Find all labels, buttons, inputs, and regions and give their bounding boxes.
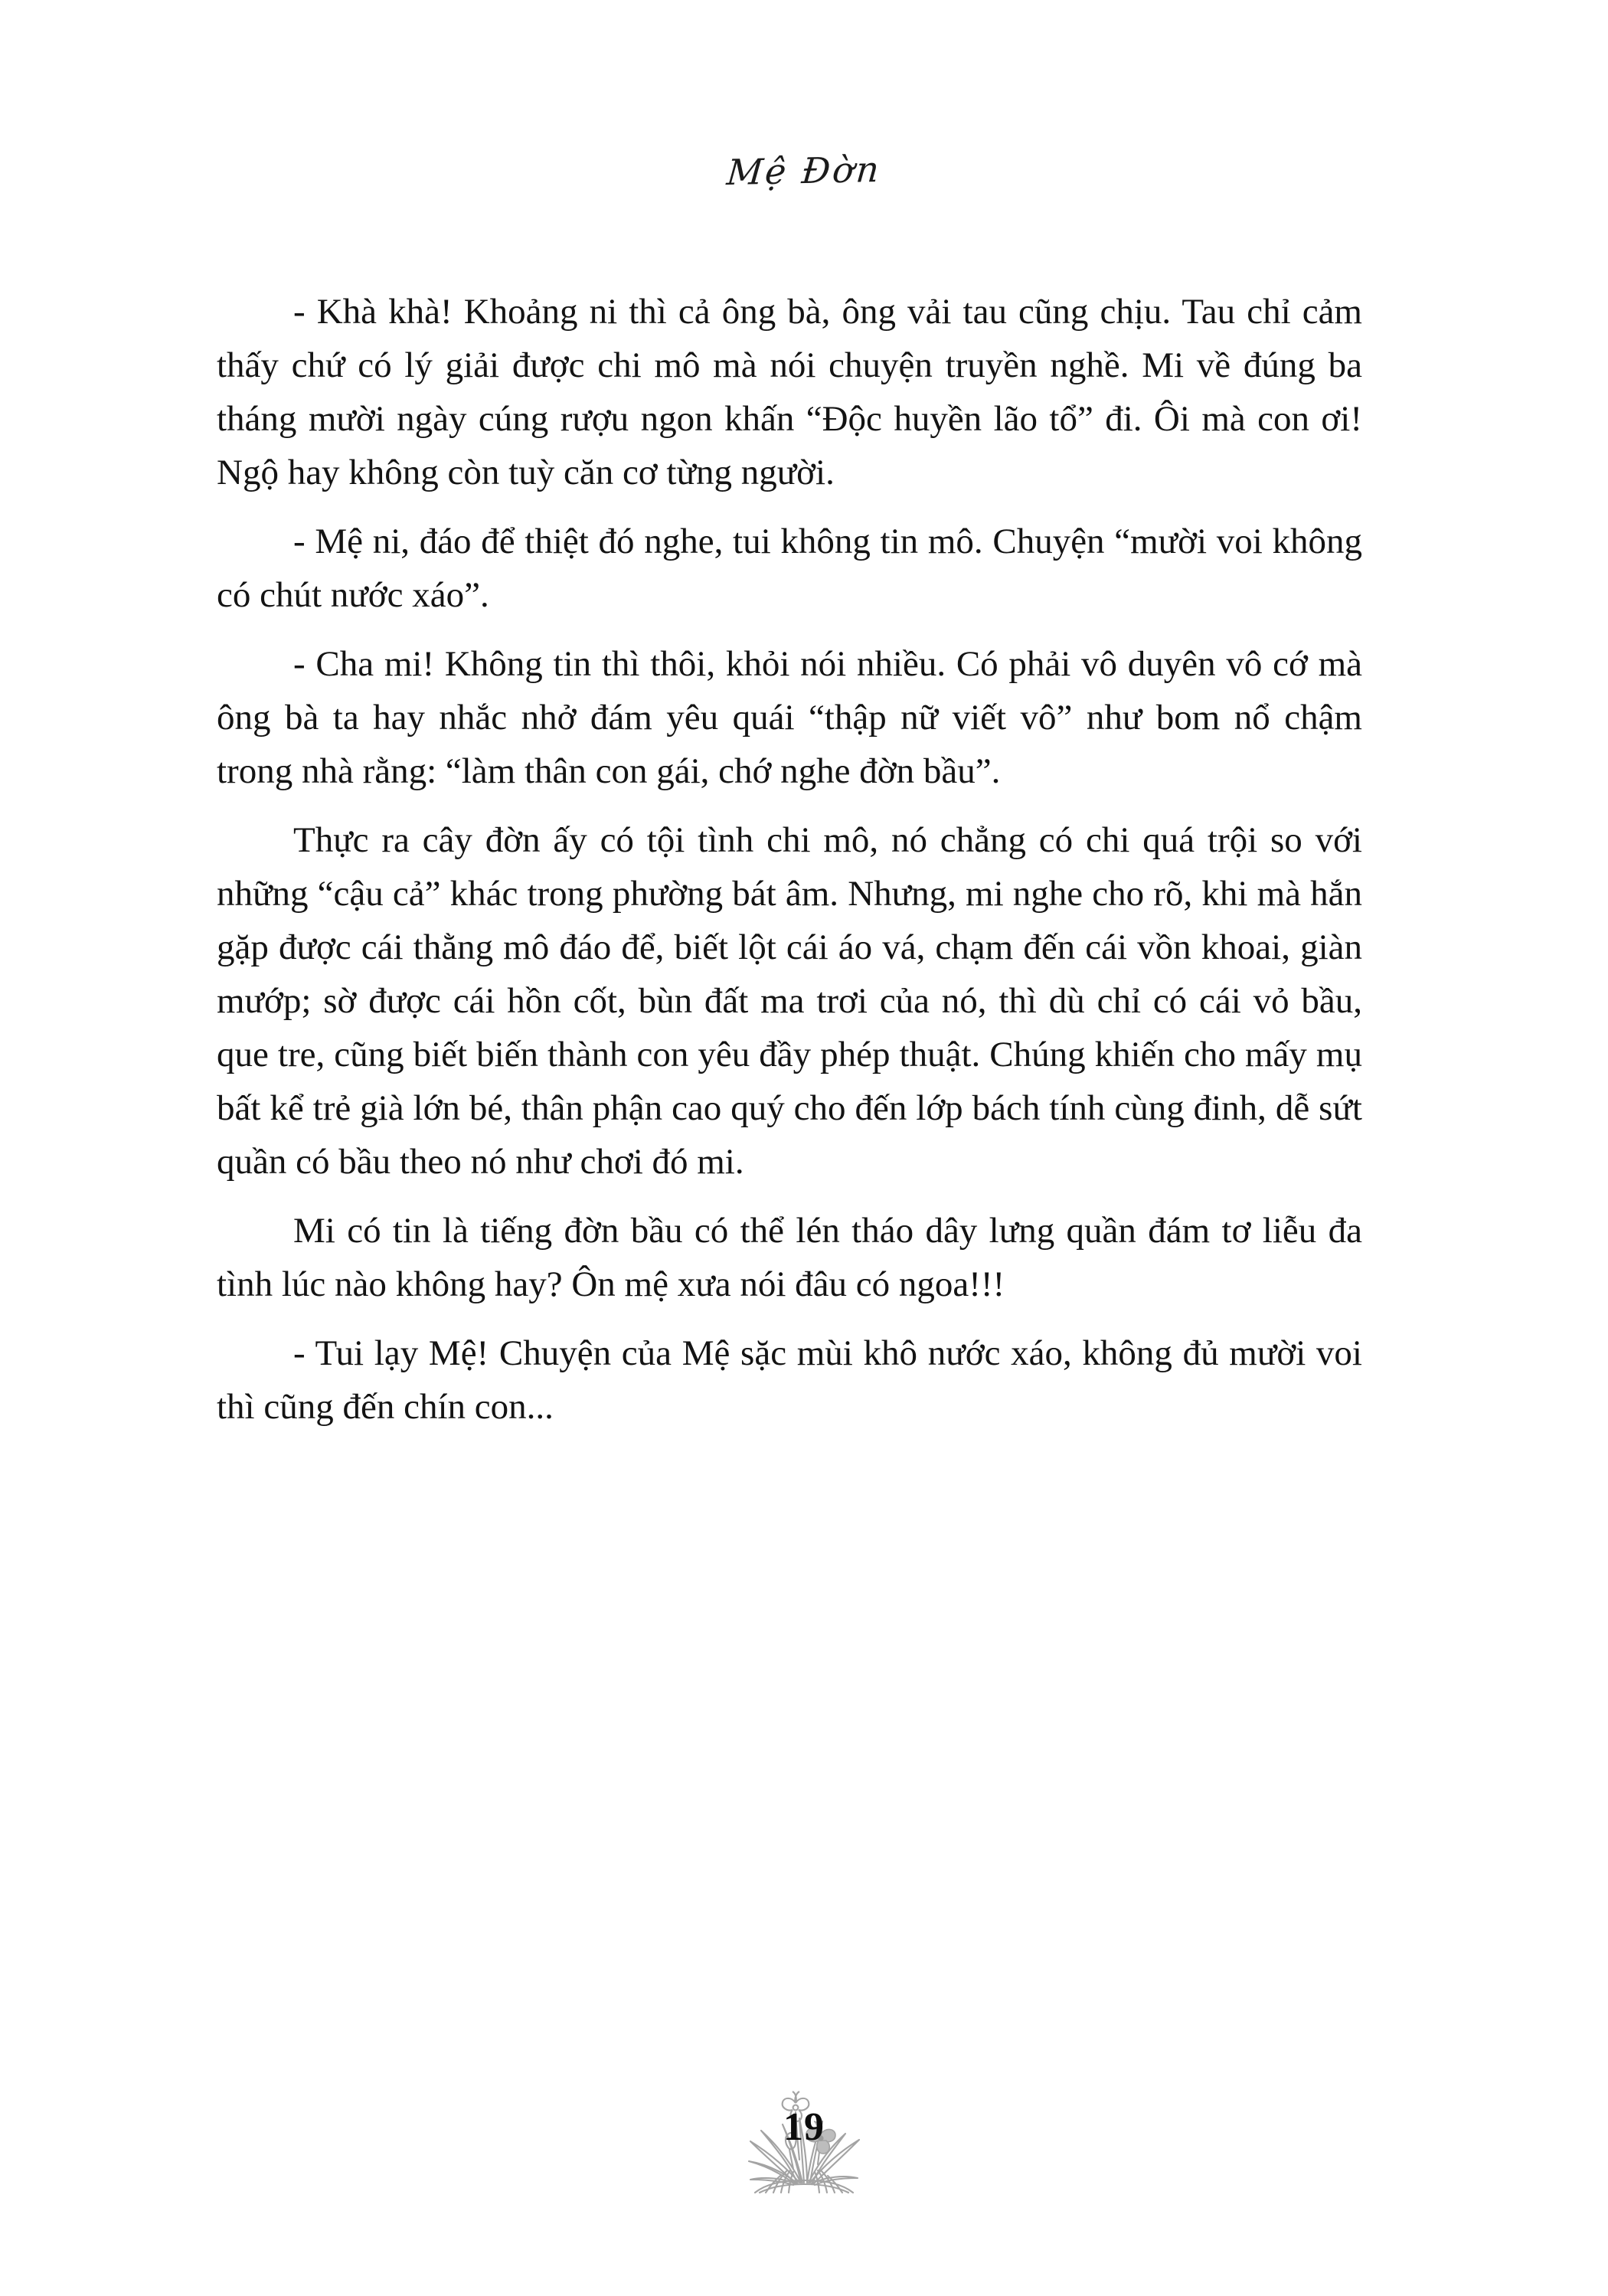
body-text-block (217, 285, 1371, 1434)
paragraph: - Cha mi! Không tin thì thôi, khỏi nói nhiều. Có phải vô duyên vô cớ mà ông bà ta hay nhắc nhở đám yêu quái “thập nữ viết vô” như bom nổ chậm trong nhà rằng: “làm thân con gái, chớ nghe đờn bầu”. (217, 644, 1371, 791)
page-footer (0, 2068, 1608, 2252)
paragraph: Mi có tin là tiếng đờn bầu có thể lén tháo dây lưng quần đám tơ liễu đa tình lúc nào không hay? Ôn mệ xưa nói đâu có ngoa!!! (217, 1211, 1371, 1304)
paragraph: - Tui lạy Mệ! Chuyện của Mệ sặc mùi khô nước xáo, không đủ mười voi thì cũng đến chín con... (217, 1333, 1371, 1427)
paragraph: Thực ra cây đờn ấy có tội tình chi mô, nó chẳng có chi quá trội so với những “cậu cả” khác trong phường bát âm. Nhưng, mi nghe cho rõ, khi mà hắn gặp được cái thằng mô đáo để, biết lột cái áo vá, chạm đến cái vồn khoai, giàn mướp; sờ được cái hồn cốt, bùn đất ma trơi của nó, thì dù chỉ có cái vỏ bầu, que tre, cũng biết biến thành con yêu đầy phép thuật. Chúng khiến cho mấy mụ bất kể trẻ già lớn bé, thân phận cao quý cho đến lớp bách tính cùng đinh, dễ sứt quần có bầu theo nó như chơi đó mi. (217, 820, 1371, 1182)
grass-and-flowers-ornament (720, 2068, 888, 2236)
running-head-title: Mệ Đờn (725, 148, 883, 194)
page-number: 19 (783, 2105, 825, 2149)
paragraph: - Mệ ni, đáo để thiệt đó nghe, tui không tin mô. Chuyện “mười voi không có chút nước xáo”. (217, 522, 1371, 615)
folio (720, 2068, 888, 2236)
paragraph: - Khà khà! Khoảng ni thì cả ông bà, ông vải tau cũng chịu. Tau chỉ cảm thấy chứ có lý giải được chi mô mà nói chuyện truyền nghề. Mi về đúng ba tháng mười ngày cúng rượu ngon khấn “Độc huyền lão tổ” đi. Ôi mà con ơi! Ngộ hay không còn tuỳ căn cơ từng người. (217, 292, 1371, 492)
